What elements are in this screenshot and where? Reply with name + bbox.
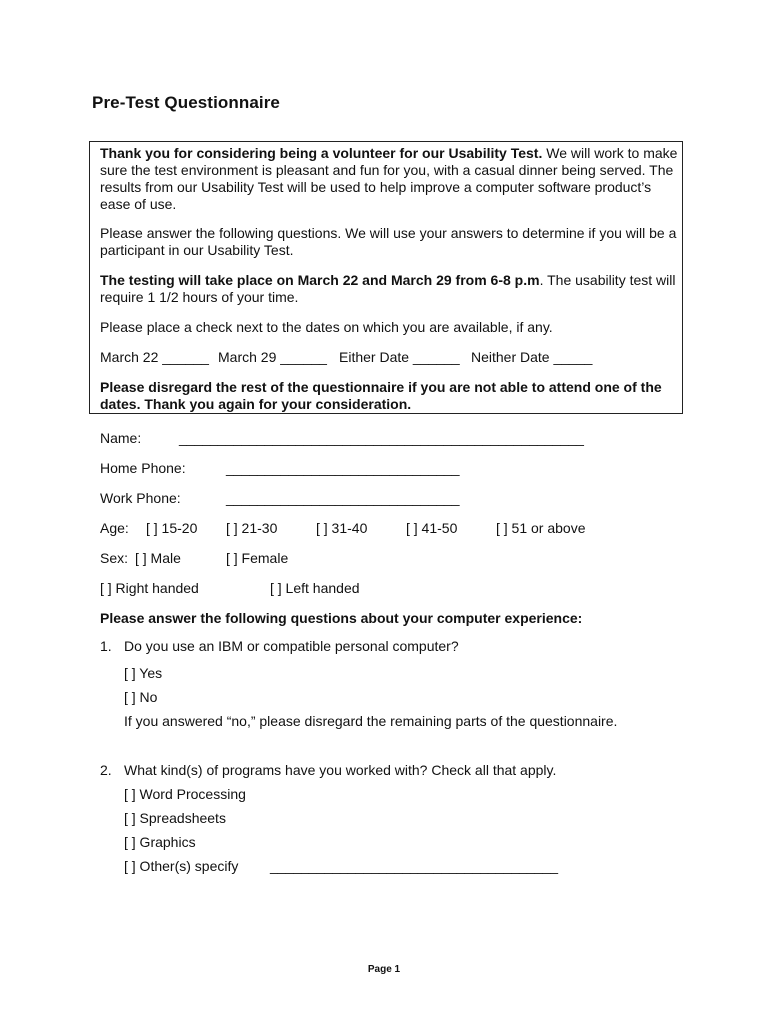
q2-option-spreadsheets[interactable]: [ ] Spreadsheets (124, 810, 226, 826)
age-label: Age: (100, 520, 129, 536)
intro-paragraph-3-bold: The testing will take place on March 22 and March 29 from 6-8 p.m (100, 272, 540, 288)
work-phone-input-line[interactable]: ______________________________ (226, 490, 460, 506)
hand-option-right[interactable]: [ ] Right handed (100, 580, 199, 596)
name-input-line[interactable]: ____________________________________________________ (179, 430, 584, 446)
page-number: Page 1 (367, 964, 401, 975)
intro-paragraph-5: Please disregard the rest of the questionnaire if you are not able to attend one of the dates. Thank you again for your consideration. (100, 379, 662, 412)
intro-paragraph-3 (100, 272, 680, 306)
q2-option-graphics[interactable]: [ ] Graphics (124, 834, 196, 850)
age-option-31-40[interactable]: [ ] 31-40 (316, 520, 368, 536)
date-neither-field[interactable]: Neither Date _____ (471, 349, 593, 365)
age-option-15-20[interactable]: [ ] 15-20 (146, 520, 198, 536)
work-phone-label: Work Phone: (100, 490, 181, 506)
page-title: Pre-Test Questionnaire (92, 93, 280, 112)
intro-paragraph-1 (100, 145, 680, 213)
q2-number: 2. (100, 762, 112, 778)
q1-text: Do you use an IBM or compatible personal computer? (124, 638, 459, 654)
hand-option-left[interactable]: [ ] Left handed (270, 580, 360, 596)
q2-text: What kind(s) of programs have you worked with? Check all that apply. (124, 762, 557, 778)
q1-option-no[interactable]: [ ] No (124, 689, 158, 705)
q2-option-others[interactable]: [ ] Other(s) specify (124, 858, 239, 874)
q2-option-word-processing[interactable]: [ ] Word Processing (124, 786, 246, 802)
age-option-21-30[interactable]: [ ] 21-30 (226, 520, 278, 536)
sex-option-male[interactable]: [ ] Male (135, 550, 181, 566)
sex-label: Sex: (100, 550, 129, 566)
intro-paragraph-3-rest: . The usability test will require 1 1/2 hours of your time. (100, 272, 676, 305)
q1-number: 1. (100, 638, 112, 654)
intro-paragraph-2: Please answer the following questions. We will use your answers to determine if you will be a participant in our Usability Test. (100, 225, 677, 258)
age-option-51-above[interactable]: [ ] 51 or above (496, 520, 586, 536)
intro-paragraph-1-rest: We will work to make sure the test environment is pleasant and fun for you, with a casual dinner being served. The results from our Usability Test will be used to help improve a computer software product’s ease of use. (100, 145, 678, 212)
date-march29-field[interactable]: March 29 ______ (218, 349, 327, 365)
date-march22-field[interactable]: March 22 ______ (100, 349, 209, 365)
name-label: Name: (100, 430, 142, 446)
home-phone-label: Home Phone: (100, 460, 186, 476)
home-phone-input-line[interactable]: ______________________________ (226, 460, 460, 476)
intro-paragraph-4: Please place a check next to the dates on which you are available, if any. (100, 319, 553, 335)
q1-option-yes[interactable]: [ ] Yes (124, 665, 163, 681)
date-either-field[interactable]: Either Date ______ (339, 349, 460, 365)
q1-note: If you answered “no,” please disregard the remaining parts of the questionnaire. (124, 713, 618, 729)
experience-heading: Please answer the following questions about your computer experience: (100, 610, 583, 626)
q2-specify-input-line[interactable]: _____________________________________ (270, 858, 559, 874)
age-option-41-50[interactable]: [ ] 41-50 (406, 520, 458, 536)
intro-paragraph-1-bold: Thank you for considering being a volunteer for our Usability Test. (100, 145, 543, 161)
sex-option-female[interactable]: [ ] Female (226, 550, 289, 566)
